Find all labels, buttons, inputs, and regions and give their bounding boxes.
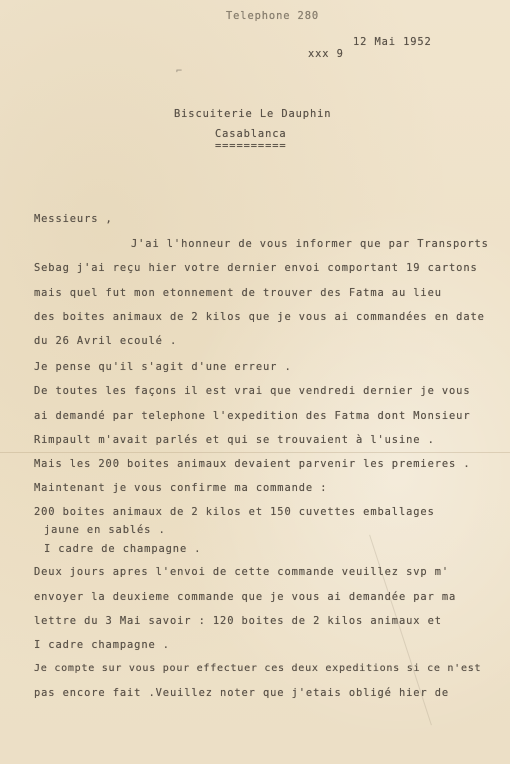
body-line: Mais les 200 boites animaux devaient parvenir les premieres .: [34, 458, 471, 470]
body-line: I cadre de champagne .: [44, 543, 202, 555]
body-line: lettre du 3 Mai savoir : 120 boites de 2 kilos animaux et: [34, 615, 442, 627]
addressee-name: Biscuiterie Le Dauphin: [174, 108, 332, 120]
pen-mark: ⌐: [176, 66, 183, 77]
body-line: envoyer la deuxieme commande que je vous ai demandée par ma: [34, 591, 457, 603]
body-line: 200 boites animaux de 2 kilos et 150 cuvettes emballages: [34, 506, 435, 518]
body-line: J'ai l'honneur de vous informer que par Transports: [131, 238, 489, 250]
letter-date: 12 Mai 1952: [353, 36, 432, 48]
body-line: mais quel fut mon etonnement de trouver des Fatma au lieu: [34, 287, 442, 299]
salutation: Messieurs ,: [34, 213, 113, 225]
addressee-city: Casablanca: [215, 128, 287, 140]
letter-reference: xxx 9: [308, 48, 344, 60]
body-line: Sebag j'ai reçu hier votre dernier envoi comportant 19 cartons: [34, 262, 478, 274]
body-line: du 26 Avril ecoulé .: [34, 335, 178, 347]
body-line: Je pense qu'il s'agit d'une erreur .: [34, 361, 292, 373]
body-line: Je compte sur vous pour effectuer ces deux expeditions si ce n'est: [34, 663, 482, 674]
body-line: ai demandé par telephone l'expedition des Fatma dont Monsieur: [34, 410, 471, 422]
body-line: jaune en sablés .: [44, 524, 166, 536]
body-line: Rimpault m'avait parlés et qui se trouvaient à l'usine .: [34, 434, 435, 446]
body-line: pas encore fait .Veuillez noter que j'etais obligé hier de: [34, 687, 450, 699]
body-line: des boites animaux de 2 kilos que je vous ai commandées en date: [34, 311, 485, 323]
addressee-underline: ==========: [215, 140, 287, 152]
body-line: Deux jours apres l'envoi de cette commande veuillez svp m': [34, 566, 450, 578]
paper-fold-line: [0, 452, 510, 453]
body-line: I cadre champagne .: [34, 639, 170, 651]
telephone-line: Telephone 280: [226, 10, 320, 22]
body-line: De toutes les façons il est vrai que vendredi dernier je vous: [34, 385, 471, 397]
body-line: Maintenant je vous confirme ma commande :: [34, 482, 328, 494]
